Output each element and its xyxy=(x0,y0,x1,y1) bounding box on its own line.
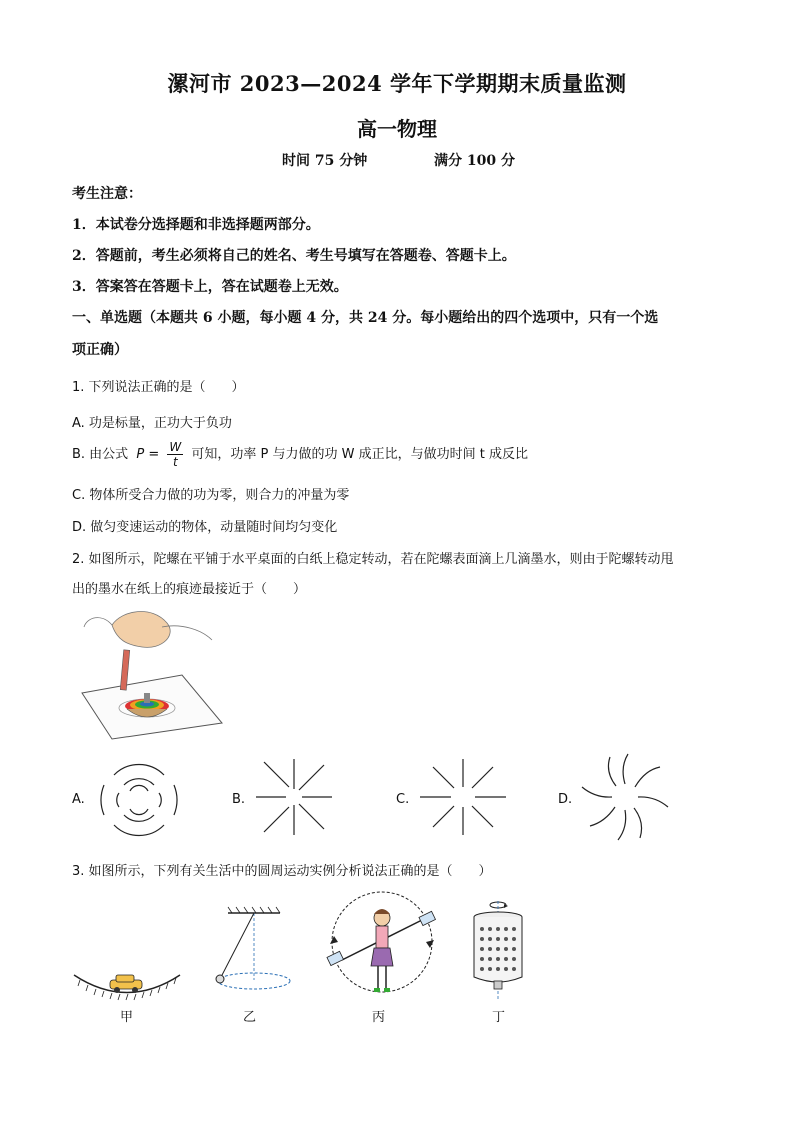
fraction-denominator: t xyxy=(172,455,178,469)
q3-fig-conical-pendulum xyxy=(200,905,310,1005)
section-heading-cont: 项正确） xyxy=(72,342,128,358)
q2-option-a-label: A. xyxy=(72,792,85,807)
exam-subject: 高一物理 xyxy=(357,117,437,141)
q2-option-b-label: B. xyxy=(232,792,246,807)
q2-option-c-radial-lines xyxy=(418,757,508,837)
notice-item: 3．答案答在答题卡上，答在试题卷上无效。 xyxy=(72,279,348,295)
q3-fig-label-yi: 乙 xyxy=(243,1010,257,1025)
q1-b-prefix: B. 由公式 xyxy=(72,447,129,462)
q3-fig-vertical-circle xyxy=(320,890,440,1002)
q1-b-eq: = xyxy=(148,447,160,462)
exam-time: 时间 75 分钟 xyxy=(282,153,368,169)
q3-fig-car-on-valley xyxy=(72,960,182,1005)
notice-item: 1．本试卷分选择题和非选择题两部分。 xyxy=(72,217,320,233)
q1-option-a: A. 功是标量，正功大于负功 xyxy=(72,416,232,431)
q3-fig-label-ding: 丁 xyxy=(492,1010,506,1025)
q1-option-b xyxy=(72,440,528,469)
fraction-numerator: W xyxy=(169,440,182,454)
notice-item: 2．答题前，考生必须将自己的姓名、考生号填写在答题卷、答题卡上。 xyxy=(72,248,516,264)
q3-fig-spin-drum xyxy=(468,895,528,1000)
q1-option-d: D. 做匀变速运动的物体，动量随时间均匀变化 xyxy=(72,520,338,535)
notice-heading: 考生注意： xyxy=(72,186,142,202)
q1-stem: 1. 下列说法正确的是（ ） xyxy=(72,380,245,395)
exam-title: 漯河市 2023—2024 学年下学期期末质量监测 xyxy=(167,71,627,96)
q3-stem: 3. 如图所示，下列有关生活中的圆周运动实例分析说法正确的是（ ） xyxy=(72,864,492,879)
exam-score: 满分 100 分 xyxy=(434,153,515,169)
formula-fraction xyxy=(167,440,183,469)
q2-stem-line1: 2. 如图所示，陀螺在平铺于水平桌面的白纸上稳定转动，若在陀螺表面滴上几滴墨水，则由于陀螺转动甩 xyxy=(72,552,674,567)
q3-fig-label-bing: 丙 xyxy=(372,1010,386,1025)
q3-fig-label-jia: 甲 xyxy=(120,1010,134,1025)
q1-option-c: C. 物体所受合力做的功为零，则合力的冲量为零 xyxy=(72,488,350,503)
q1-b-p: P xyxy=(136,447,145,462)
q2-option-d-curved-spiral xyxy=(580,752,670,842)
q2-option-b-offset-lines xyxy=(254,757,334,837)
q2-option-d-label: D. xyxy=(558,792,573,807)
q2-option-c-label: C. xyxy=(396,792,410,807)
spinning-top-illustration xyxy=(72,605,227,745)
q2-option-a-concentric-arcs xyxy=(94,755,184,845)
q1-b-suffix: 可知，功率 P 与力做的功 W 成正比，与做功时间 t 成反比 xyxy=(191,447,528,462)
section-heading: 一、单选题（本题共 6 小题，每小题 4 分，共 24 分。每小题给出的四个选项中，只有一个选 xyxy=(72,310,659,326)
q2-stem-line2: 出的墨水在纸上的痕迹最接近于（ ） xyxy=(72,582,307,597)
